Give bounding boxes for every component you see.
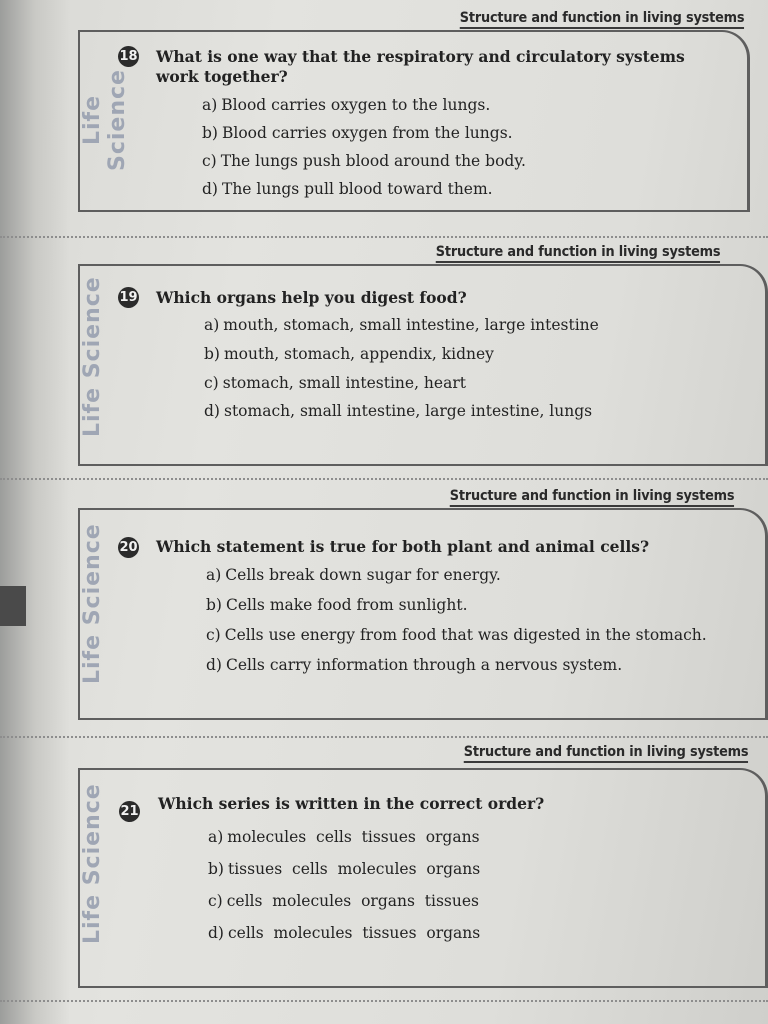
choice-c[interactable] xyxy=(206,626,707,644)
choice-text: Cells carry information through a nervous system. xyxy=(225,656,623,674)
choice-text: stomach, small intestine, heart xyxy=(222,374,466,392)
choice-letter: a) xyxy=(208,828,224,846)
choice-b[interactable] xyxy=(206,596,468,614)
question-card-19 xyxy=(78,244,768,466)
card-header-text: Structure and function in living systems xyxy=(435,244,720,260)
question-text: What is one way that the respiratory and circulatory systems work together? xyxy=(156,47,685,86)
cut-line xyxy=(0,736,768,738)
choice-text: molecules cells tissues organs xyxy=(227,828,480,846)
choice-d[interactable] xyxy=(206,656,622,674)
choice-text: mouth, stomach, appendix, kidney xyxy=(223,345,494,363)
card-header-text: Structure and function in living systems xyxy=(449,488,734,504)
choice-text: stomach, small intestine, large intestine, lungs xyxy=(223,402,593,420)
choice-text: tissues cells molecules organs xyxy=(227,860,481,878)
choice-letter: b) xyxy=(206,596,222,614)
choice-letter: d) xyxy=(204,402,220,420)
cut-line xyxy=(0,478,768,480)
choice-b[interactable] xyxy=(202,124,513,142)
choice-b[interactable] xyxy=(208,860,480,878)
choice-letter: c) xyxy=(208,892,223,910)
choice-text: Blood carries oxygen from the lungs. xyxy=(221,124,513,142)
choice-text: cells molecules tissues organs xyxy=(227,924,481,942)
choice-letter: d) xyxy=(202,180,218,198)
choice-d[interactable] xyxy=(204,402,592,420)
choice-d[interactable] xyxy=(208,924,480,942)
choice-c[interactable] xyxy=(204,374,466,392)
choice-text: The lungs pull blood toward them. xyxy=(221,180,493,198)
choice-d[interactable] xyxy=(202,180,493,198)
question-number-badge: 19 xyxy=(118,287,139,308)
card-header xyxy=(463,744,748,760)
choice-letter: a) xyxy=(204,316,220,334)
question-card-18 xyxy=(78,10,750,212)
choice-letter: c) xyxy=(202,152,217,170)
cut-line xyxy=(0,1000,768,1002)
side-label: Life Science xyxy=(80,69,130,171)
side-label: Life Science xyxy=(80,523,105,684)
choice-a[interactable] xyxy=(206,566,501,584)
card-header xyxy=(449,488,734,504)
card-header xyxy=(435,244,720,260)
side-label: Life Science xyxy=(80,783,105,945)
choice-c[interactable] xyxy=(202,152,526,170)
card-header-text: Structure and function in living systems xyxy=(459,10,744,26)
question-text: Which organs help you digest food? xyxy=(156,288,467,307)
binder-clip xyxy=(0,586,26,626)
question-card-21 xyxy=(78,744,768,988)
choice-text: cells molecules organs tissues xyxy=(226,892,479,910)
side-label: Life Science xyxy=(80,276,105,437)
choice-a[interactable] xyxy=(202,96,490,114)
question-number-badge: 20 xyxy=(118,537,139,558)
choice-text: Cells break down sugar for energy. xyxy=(225,566,501,584)
choice-letter: c) xyxy=(204,374,219,392)
choice-b[interactable] xyxy=(204,345,494,363)
question-number-badge: 18 xyxy=(118,46,139,67)
choice-a[interactable] xyxy=(204,316,599,334)
choice-letter: b) xyxy=(202,124,218,142)
choice-text: Blood carries oxygen to the lungs. xyxy=(221,96,491,114)
choice-letter: d) xyxy=(208,924,224,942)
card-header xyxy=(459,10,744,26)
choice-letter: c) xyxy=(206,626,221,644)
page-shadow xyxy=(0,0,70,1024)
question-number-badge: 21 xyxy=(119,801,140,822)
choice-letter: d) xyxy=(206,656,222,674)
card-header-text: Structure and function in living systems xyxy=(463,744,748,760)
cut-line xyxy=(0,236,768,238)
choice-text: The lungs push blood around the body. xyxy=(220,152,526,170)
question-card-20 xyxy=(78,488,768,720)
choice-letter: b) xyxy=(204,345,220,363)
choice-text: Cells make food from sunlight. xyxy=(225,596,468,614)
choice-text: mouth, stomach, small intestine, large intestine xyxy=(223,316,599,334)
choice-a[interactable] xyxy=(208,828,480,846)
choice-text: Cells use energy from food that was digested in the stomach. xyxy=(224,626,707,644)
question-text: Which series is written in the correct order? xyxy=(158,794,545,813)
choice-letter: a) xyxy=(206,566,222,584)
choice-letter: b) xyxy=(208,860,224,878)
question-text: Which statement is true for both plant and animal cells? xyxy=(156,537,650,556)
choice-c[interactable] xyxy=(208,892,479,910)
choice-letter: a) xyxy=(202,96,218,114)
